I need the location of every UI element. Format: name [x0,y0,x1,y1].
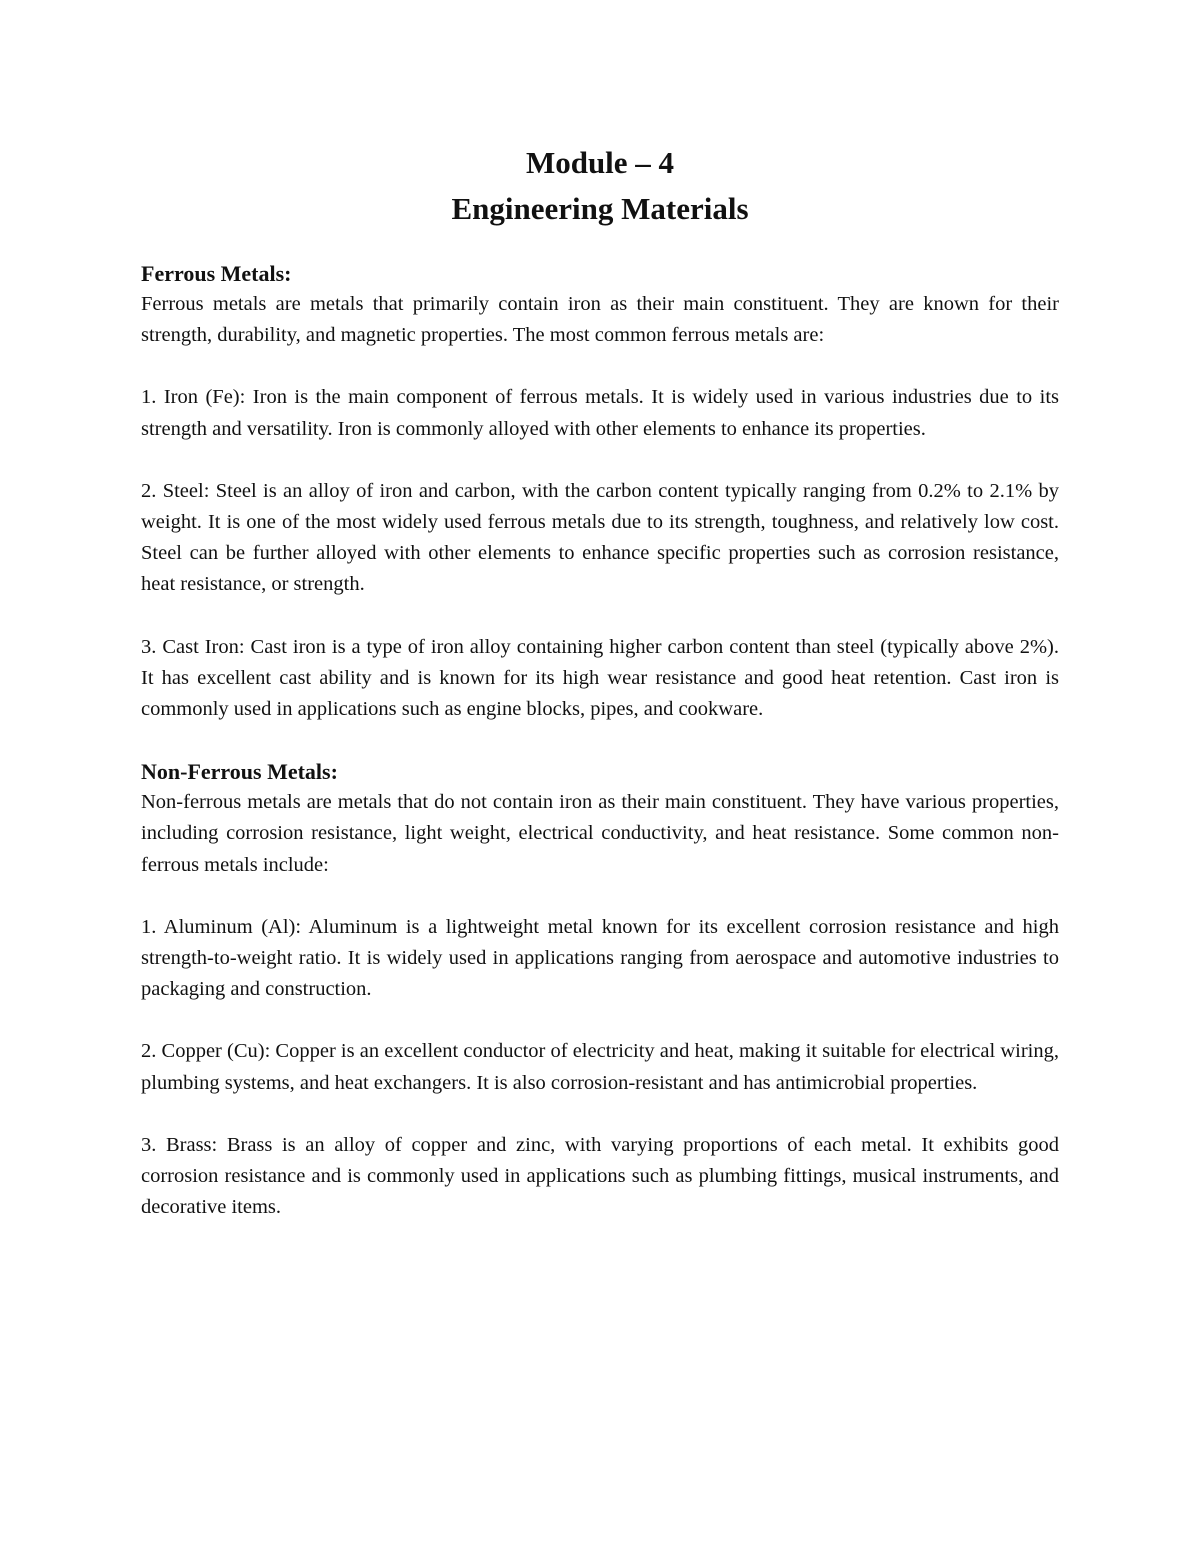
list-item-cast-iron: 3. Cast Iron: Cast iron is a type of iron alloy containing higher carbon content than steel (typically above 2%). It has excellent cast ability and is known for its high wear resistance and good heat retention. Cast iron is commonly used in applications such as engine blocks, pipes, and cookware. [141,635,1059,721]
document-page [141,140,1059,1254]
list-item-copper: 2. Copper (Cu): Copper is an excellent conductor of electricity and heat, making it suitable for electrical wiring, plumbing systems, and heat exchangers. It is also corrosion-resistant and has antimicrobial properties. [141,1040,1059,1094]
section-non-ferrous-metals [141,756,1059,1223]
list-item-steel: 2. Steel: Steel is an alloy of iron and carbon, with the carbon content typically ranging from 0.2% to 2.1% by weight. It is one of the most widely used ferrous metals due to its strength, toughness, and relatively low cost. Steel can be further alloyed with other elements to enhance specific properties such as corrosion resistance, heat resistance, or strength. [141,479,1059,596]
section-ferrous-metals [141,258,1059,725]
list-item-iron: 1. Iron (Fe): Iron is the main component of ferrous metals. It is widely used in various industries due to its strength and versatility. Iron is commonly alloyed with other elements to enhance its properties. [141,386,1059,440]
module-title: Module – 4 [525,145,675,180]
list-item-brass: 3. Brass: Brass is an alloy of copper and zinc, with varying proportions of each metal. It exhibits good corrosion resistance and is commonly used in applications such as plumbing fittings, musical instruments, and decorative items. [141,1133,1059,1219]
section-intro: Non-ferrous metals are metals that do not contain iron as their main constituent. They have various properties, including corrosion resistance, light weight, electrical conductivity, and heat resistance. Some common non-ferrous metals include: [141,791,1059,876]
section-heading: Ferrous Metals: [141,261,292,286]
title-block [141,140,1059,232]
subject-title: Engineering Materials [451,191,749,226]
section-intro: Ferrous metals are metals that primarily contain iron as their main constituent. They are known for their strength, durability, and magnetic properties. The most common ferrous metals are: [141,293,1059,347]
section-heading: Non-Ferrous Metals: [141,759,338,785]
list-item-aluminum: 1. Aluminum (Al): Aluminum is a lightweight metal known for its excellent corrosion resistance and high strength-to-weight ratio. It is widely used in applications ranging from aerospace and automotive industries to packaging and construction. [141,915,1059,1001]
